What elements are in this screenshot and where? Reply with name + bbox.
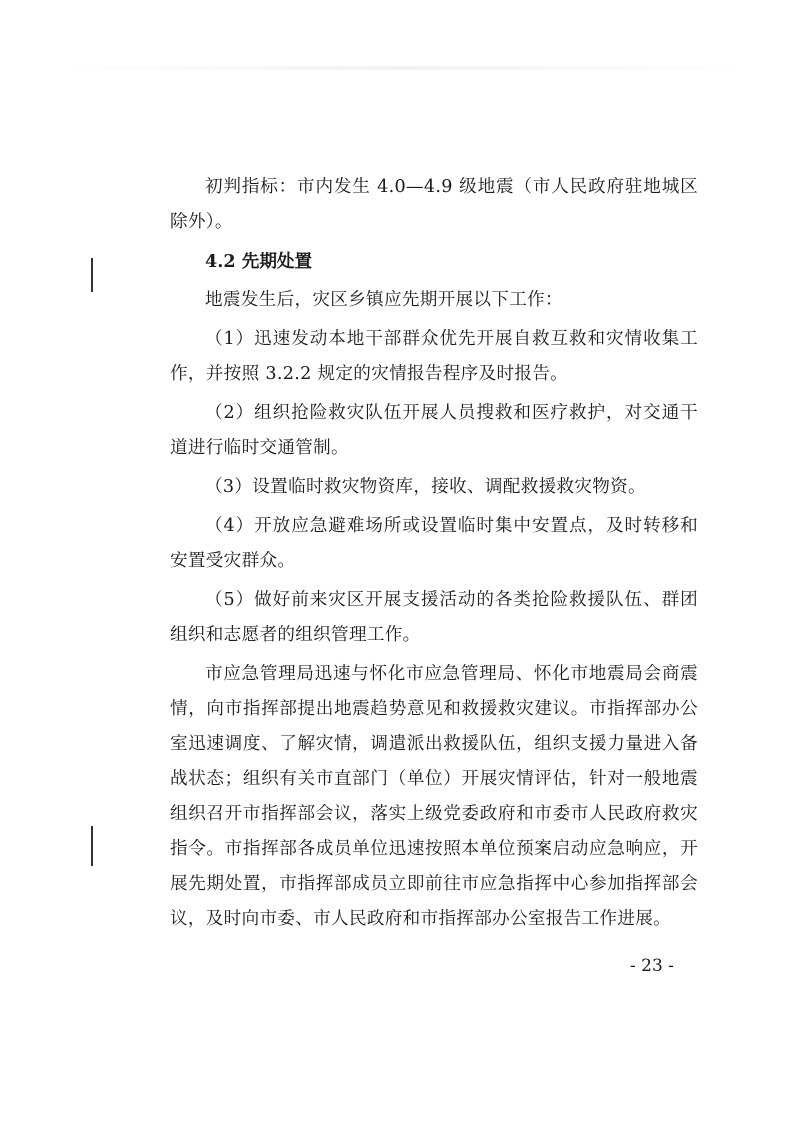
paragraph-initial-judgment: 初判指标：市内发生 4.0—4.9 级地震（市人民政府驻地城区除外）。 — [170, 177, 698, 232]
binding-mark-upper — [91, 258, 93, 292]
paragraph-closing: 市应急管理局迅速与怀化市应急管理局、怀化市地震局会商震情，向市指挥部提出地震趋势意见和救援救灾建议。市指挥部办公室迅速调度、了解灾情，调遣派出救援队伍，组织支援力量进入备战状态；组织有关市直部门（单位）开展灾情评估，针对一般地震组织召开市指挥部会议，落实上级党委政府和市委市人民政府救灾指令。市指挥部各成员单位迅速按照本单位预案启动应急响应，开展先期处置，市指挥部成员立即前往市应急指挥中心参加指挥部会议，及时向市委、市人民政府和市指挥部办公室报告工作进展。 — [170, 664, 698, 929]
paragraph-intro: 地震发生后，灾区乡镇应先期开展以下工作： — [205, 290, 563, 310]
section-heading: 4.2 先期处置 — [205, 251, 313, 272]
list-item: （5）做好前来灾区开展支援活动的各类抢险救援队伍、群团组织和志愿者的组织管理工作。 — [170, 590, 698, 645]
page-number: - 23 - — [630, 956, 674, 976]
list-item: （2）组织抢险救灾队伍开展人员搜救和医疗救护，对交通干道进行临时交通管制。 — [170, 403, 698, 458]
list-item: （3）设置临时救灾物资库，接收、调配救援救灾物资。 — [205, 477, 646, 497]
list-item: （1）迅速发动本地干部群众优先开展自救互救和灾情收集工作，并按照 3.2.2 规定的灾情报告程序及时报告。 — [170, 329, 698, 384]
list-item: （4）开放应急避难场所或设置临时集中安置点，及时转移和安置受灾群众。 — [170, 516, 698, 571]
scan-shade — [60, 66, 750, 70]
binding-mark-lower — [91, 826, 93, 866]
document-body — [170, 170, 698, 941]
